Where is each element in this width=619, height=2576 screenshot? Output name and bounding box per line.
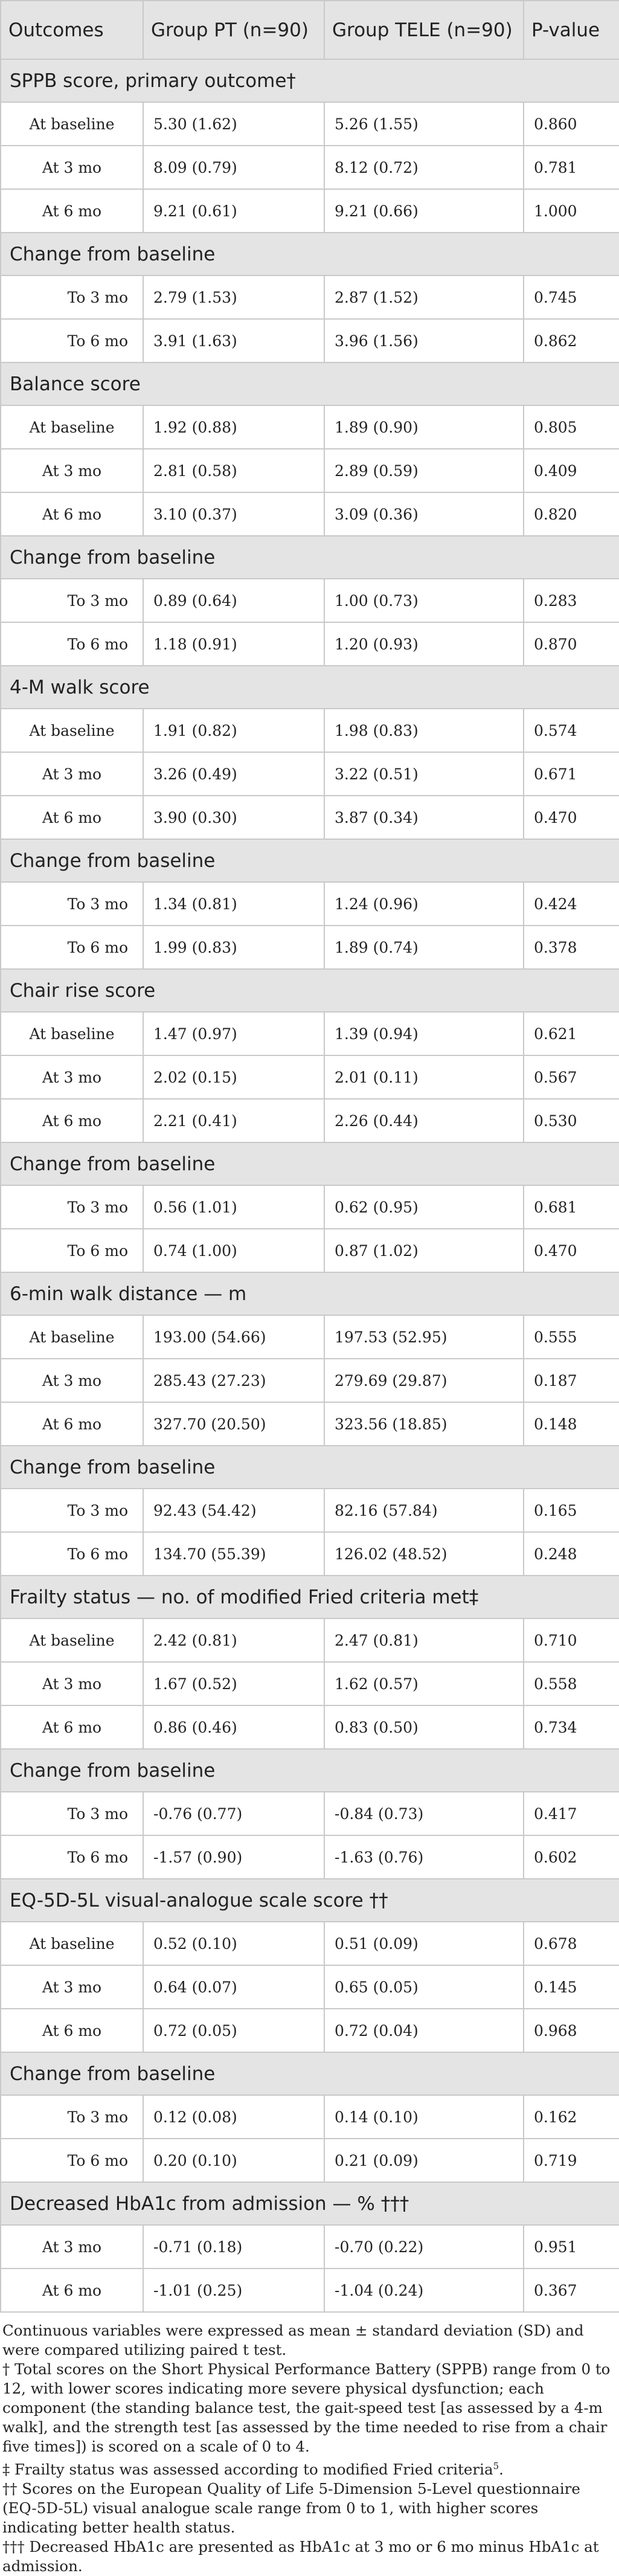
cell-group-pt: 1.91 (0.82) (143, 709, 324, 752)
cell-p-value: 0.530 (524, 1099, 619, 1142)
cell-p-value: 0.862 (524, 319, 619, 362)
row-label: At 3 mo (1, 1965, 143, 2009)
row-label: To 6 mo (1, 1229, 143, 1272)
table-row (1, 926, 619, 969)
cell-group-tele: 126.02 (48.52) (324, 1532, 524, 1576)
cell-p-value: 0.710 (524, 1618, 619, 1662)
footnote-ddagger-ref: 5 (493, 2461, 499, 2471)
cell-group-pt: 0.72 (0.05) (143, 2009, 324, 2052)
table-row (1, 405, 619, 449)
cell-group-tele: -1.63 (0.76) (324, 1835, 524, 1879)
cell-p-value: 0.558 (524, 1662, 619, 1705)
row-label: To 3 mo (1, 1489, 143, 1532)
table-row (1, 1965, 619, 2009)
cell-group-tele: 5.26 (1.55) (324, 102, 524, 146)
cell-group-tele: 0.83 (0.50) (324, 1705, 524, 1749)
cell-group-pt: 0.64 (0.07) (143, 1965, 324, 2009)
cell-group-pt: 2.21 (0.41) (143, 1099, 324, 1142)
table-row (1, 752, 619, 796)
row-label: At baseline (1, 1315, 143, 1359)
cell-group-pt: 2.81 (0.58) (143, 449, 324, 492)
table-row (1, 882, 619, 926)
row-label: At 6 mo (1, 1402, 143, 1446)
cell-group-pt: 3.91 (1.63) (143, 319, 324, 362)
row-label: At baseline (1, 102, 143, 146)
cell-group-pt: 0.12 (0.08) (143, 2095, 324, 2139)
row-label: To 3 mo (1, 1792, 143, 1835)
cell-group-pt: 2.79 (1.53) (143, 275, 324, 319)
cell-p-value: 0.409 (524, 449, 619, 492)
cell-p-value: 0.187 (524, 1359, 619, 1402)
row-label: To 6 mo (1, 1835, 143, 1879)
cell-p-value: 0.805 (524, 405, 619, 449)
table-row (1, 2095, 619, 2139)
footnote-continuous: Continuous variables were expressed as mean ± standard deviation (SD) and were compared utilizing paired t test. (2, 2322, 584, 2359)
cell-p-value: 0.470 (524, 1229, 619, 1272)
footnote-dagger: † Total scores on the Short Physical Performance Battery (SPPB) range from 0 to 12, with lower scores indicating more severe physical dysfunction; each component (the standing balance test, the gait-speed test [as assessed by a 4-m walk], and the strength test [as assessed by the time needed to rise from a chair five times]) is scored on a scale of 0 to 4. (2, 2360, 611, 2455)
table-row (1, 579, 619, 622)
cell-group-tele: 82.16 (57.84) (324, 1489, 524, 1532)
cell-group-tele: 1.39 (0.94) (324, 1012, 524, 1055)
table-row (1, 1618, 619, 1662)
section-title: EQ-5D-5L visual-analogue scale score †† (1, 1879, 619, 1922)
row-label: To 3 mo (1, 882, 143, 926)
section-title: Balance score (1, 362, 619, 405)
cell-p-value: 0.555 (524, 1315, 619, 1359)
table-row (1, 1099, 619, 1142)
row-label: At baseline (1, 405, 143, 449)
table-row (1, 1185, 619, 1229)
cell-group-tele: -0.84 (0.73) (324, 1792, 524, 1835)
cell-group-tele: -1.04 (0.24) (324, 2268, 524, 2312)
section-title: Change from baseline (1, 536, 619, 579)
header-p-value: P-value (524, 1, 619, 59)
section-title: Change from baseline (1, 1749, 619, 1792)
section-header-row (1, 839, 619, 882)
cell-group-tele: -0.70 (0.22) (324, 2225, 524, 2268)
cell-group-pt: 0.86 (0.46) (143, 1705, 324, 1749)
cell-group-pt: 8.09 (0.79) (143, 146, 324, 189)
cell-group-pt: 1.18 (0.91) (143, 622, 324, 666)
cell-group-tele: 1.00 (0.73) (324, 579, 524, 622)
table-row (1, 2268, 619, 2312)
footnote-ddagger-end: . (499, 2461, 504, 2479)
cell-p-value: 0.734 (524, 1705, 619, 1749)
cell-group-pt: -0.76 (0.77) (143, 1792, 324, 1835)
cell-group-tele: 1.89 (0.90) (324, 405, 524, 449)
table-row (1, 102, 619, 146)
section-title: Decreased HbA1c from admission — % ††† (1, 2182, 619, 2225)
cell-group-pt: 2.02 (0.15) (143, 1055, 324, 1099)
cell-p-value: 0.671 (524, 752, 619, 796)
section-header-row (1, 362, 619, 405)
row-label: At 6 mo (1, 1705, 143, 1749)
cell-group-tele: 0.65 (0.05) (324, 1965, 524, 2009)
cell-p-value: 0.621 (524, 1012, 619, 1055)
table-body (1, 59, 619, 2312)
section-title: Change from baseline (1, 1446, 619, 1489)
table-row (1, 1402, 619, 1446)
cell-group-pt: 5.30 (1.62) (143, 102, 324, 146)
table-row (1, 622, 619, 666)
header-outcomes: Outcomes (1, 1, 143, 59)
cell-group-tele: 2.47 (0.81) (324, 1618, 524, 1662)
table-row (1, 796, 619, 839)
table-row (1, 1792, 619, 1835)
cell-group-tele: 3.09 (0.36) (324, 492, 524, 536)
section-header-row (1, 233, 619, 275)
section-title: 6-min walk distance — m (1, 1272, 619, 1315)
table-row (1, 1359, 619, 1402)
table-row (1, 492, 619, 536)
header-group-pt: Group PT (n=90) (143, 1, 324, 59)
cell-p-value: 0.860 (524, 102, 619, 146)
cell-group-pt: 9.21 (0.61) (143, 189, 324, 233)
section-title: Change from baseline (1, 839, 619, 882)
section-title: Change from baseline (1, 1142, 619, 1185)
table-row (1, 319, 619, 362)
section-header-row (1, 1879, 619, 1922)
table-row (1, 146, 619, 189)
table-row (1, 2225, 619, 2268)
cell-group-pt: 134.70 (55.39) (143, 1532, 324, 1576)
section-header-row (1, 1576, 619, 1618)
section-title: Frailty status — no. of modified Fried criteria met‡ (1, 1576, 619, 1618)
cell-p-value: 0.681 (524, 1185, 619, 1229)
cell-group-tele: 2.89 (0.59) (324, 449, 524, 492)
cell-group-pt: 0.74 (1.00) (143, 1229, 324, 1272)
row-label: To 6 mo (1, 926, 143, 969)
cell-group-tele: 1.89 (0.74) (324, 926, 524, 969)
cell-p-value: 0.745 (524, 275, 619, 319)
row-label: At 3 mo (1, 1055, 143, 1099)
cell-group-tele: 1.98 (0.83) (324, 709, 524, 752)
cell-p-value: 0.820 (524, 492, 619, 536)
section-header-row (1, 1272, 619, 1315)
row-label: To 3 mo (1, 579, 143, 622)
table-row (1, 709, 619, 752)
cell-p-value: 0.367 (524, 2268, 619, 2312)
cell-group-tele: 197.53 (52.95) (324, 1315, 524, 1359)
section-header-row (1, 969, 619, 1012)
cell-group-tele: 0.51 (0.09) (324, 1922, 524, 1965)
row-label: At 3 mo (1, 1662, 143, 1705)
cell-group-pt: -1.57 (0.90) (143, 1835, 324, 1879)
cell-group-pt: 1.99 (0.83) (143, 926, 324, 969)
cell-group-pt: 3.90 (0.30) (143, 796, 324, 839)
cell-p-value: 0.719 (524, 2139, 619, 2182)
cell-group-pt: 1.67 (0.52) (143, 1662, 324, 1705)
table-header (1, 1, 619, 59)
row-label: At 6 mo (1, 189, 143, 233)
cell-p-value: 0.148 (524, 1402, 619, 1446)
row-label: At baseline (1, 1618, 143, 1662)
cell-group-pt: -0.71 (0.18) (143, 2225, 324, 2268)
table-row (1, 1705, 619, 1749)
cell-group-pt: 0.89 (0.64) (143, 579, 324, 622)
table-row (1, 1012, 619, 1055)
cell-group-tele: 1.62 (0.57) (324, 1662, 524, 1705)
cell-p-value: 0.248 (524, 1532, 619, 1576)
section-header-row (1, 59, 619, 102)
row-label: To 3 mo (1, 1185, 143, 1229)
cell-p-value: 0.417 (524, 1792, 619, 1835)
row-label: At 3 mo (1, 2225, 143, 2268)
cell-group-tele: 0.21 (0.09) (324, 2139, 524, 2182)
cell-group-tele: 323.56 (18.85) (324, 1402, 524, 1446)
row-label: At 3 mo (1, 449, 143, 492)
row-label: At 6 mo (1, 2268, 143, 2312)
table-row (1, 1489, 619, 1532)
cell-group-tele: 279.69 (29.87) (324, 1359, 524, 1402)
section-header-row (1, 1446, 619, 1489)
row-label: To 6 mo (1, 2139, 143, 2182)
row-label: At 6 mo (1, 796, 143, 839)
cell-p-value: 0.602 (524, 1835, 619, 1879)
footnote-ddagger (2, 2456, 617, 2479)
cell-group-tele: 3.22 (0.51) (324, 752, 524, 796)
cell-group-pt: 327.70 (20.50) (143, 1402, 324, 1446)
cell-group-tele: 2.01 (0.11) (324, 1055, 524, 1099)
table-row (1, 1835, 619, 1879)
cell-group-pt: 1.34 (0.81) (143, 882, 324, 926)
table-row (1, 2139, 619, 2182)
cell-group-tele: 0.62 (0.95) (324, 1185, 524, 1229)
row-label: To 3 mo (1, 2095, 143, 2139)
cell-group-pt: 0.56 (1.01) (143, 1185, 324, 1229)
header-group-tele: Group TELE (n=90) (324, 1, 524, 59)
cell-group-tele: 2.87 (1.52) (324, 275, 524, 319)
section-title: 4-M walk score (1, 666, 619, 709)
table-row (1, 189, 619, 233)
footnote-triple-dagger: ††† Decreased HbA1c are presented as HbA1c at 3 mo or 6 mo minus HbA1c at admission. (2, 2538, 599, 2575)
cell-p-value: 0.567 (524, 1055, 619, 1099)
row-label: At 3 mo (1, 752, 143, 796)
cell-p-value: 0.678 (524, 1922, 619, 1965)
row-label: At baseline (1, 709, 143, 752)
cell-group-tele: 1.24 (0.96) (324, 882, 524, 926)
cell-group-tele: 2.26 (0.44) (324, 1099, 524, 1142)
section-header-row (1, 2182, 619, 2225)
table-row (1, 1315, 619, 1359)
row-label: At 6 mo (1, 1099, 143, 1142)
table-row (1, 1922, 619, 1965)
section-title: Change from baseline (1, 233, 619, 275)
cell-group-pt: -1.01 (0.25) (143, 2268, 324, 2312)
cell-group-tele: 9.21 (0.66) (324, 189, 524, 233)
section-title: Change from baseline (1, 2052, 619, 2095)
row-label: At baseline (1, 1012, 143, 1055)
table-footnotes (0, 2313, 619, 2576)
section-title: SPPB score, primary outcome† (1, 59, 619, 102)
cell-p-value: 0.424 (524, 882, 619, 926)
cell-group-tele: 0.14 (0.10) (324, 2095, 524, 2139)
section-header-row (1, 536, 619, 579)
cell-group-pt: 3.10 (0.37) (143, 492, 324, 536)
cell-p-value: 0.283 (524, 579, 619, 622)
cell-p-value: 0.378 (524, 926, 619, 969)
section-header-row (1, 2052, 619, 2095)
cell-p-value: 1.000 (524, 189, 619, 233)
row-label: To 6 mo (1, 1532, 143, 1576)
footnote-ddagger-text: ‡ Frailty status was assessed according to modified Fried criteria (2, 2461, 493, 2479)
cell-group-pt: 1.47 (0.97) (143, 1012, 324, 1055)
cell-p-value: 0.165 (524, 1489, 619, 1532)
cell-group-tele: 1.20 (0.93) (324, 622, 524, 666)
section-header-row (1, 1749, 619, 1792)
row-label: At 6 mo (1, 492, 143, 536)
cell-group-pt: 0.20 (0.10) (143, 2139, 324, 2182)
cell-group-pt: 285.43 (27.23) (143, 1359, 324, 1402)
table-row (1, 1662, 619, 1705)
cell-p-value: 0.574 (524, 709, 619, 752)
table-row (1, 449, 619, 492)
table-row (1, 275, 619, 319)
cell-p-value: 0.968 (524, 2009, 619, 2052)
cell-p-value: 0.162 (524, 2095, 619, 2139)
cell-group-tele: 0.87 (1.02) (324, 1229, 524, 1272)
cell-group-tele: 0.72 (0.04) (324, 2009, 524, 2052)
cell-group-pt: 2.42 (0.81) (143, 1618, 324, 1662)
cell-group-tele: 3.96 (1.56) (324, 319, 524, 362)
row-label: At 3 mo (1, 1359, 143, 1402)
row-label: At 3 mo (1, 146, 143, 189)
row-label: To 6 mo (1, 319, 143, 362)
cell-group-pt: 3.26 (0.49) (143, 752, 324, 796)
cell-group-pt: 193.00 (54.66) (143, 1315, 324, 1359)
cell-group-pt: 0.52 (0.10) (143, 1922, 324, 1965)
cell-p-value: 0.870 (524, 622, 619, 666)
section-header-row (1, 666, 619, 709)
cell-group-pt: 1.92 (0.88) (143, 405, 324, 449)
cell-group-tele: 3.87 (0.34) (324, 796, 524, 839)
row-label: At 6 mo (1, 2009, 143, 2052)
row-label: To 3 mo (1, 275, 143, 319)
cell-group-pt: 92.43 (54.42) (143, 1489, 324, 1532)
table-row (1, 1229, 619, 1272)
table-row (1, 2009, 619, 2052)
footnote-double-dagger: †† Scores on the European Quality of Life 5-Dimension 5-Level questionnaire (EQ-5D-5L) visual analogue scale range from 0 to 1, with higher scores indicating better health status. (2, 2480, 580, 2537)
cell-p-value: 0.145 (524, 1965, 619, 2009)
table-row (1, 1532, 619, 1576)
cell-p-value: 0.781 (524, 146, 619, 189)
row-label: At baseline (1, 1922, 143, 1965)
section-header-row (1, 1142, 619, 1185)
row-label: To 6 mo (1, 622, 143, 666)
cell-group-tele: 8.12 (0.72) (324, 146, 524, 189)
cell-p-value: 0.470 (524, 796, 619, 839)
cell-p-value: 0.951 (524, 2225, 619, 2268)
section-title: Chair rise score (1, 969, 619, 1012)
table-row (1, 1055, 619, 1099)
